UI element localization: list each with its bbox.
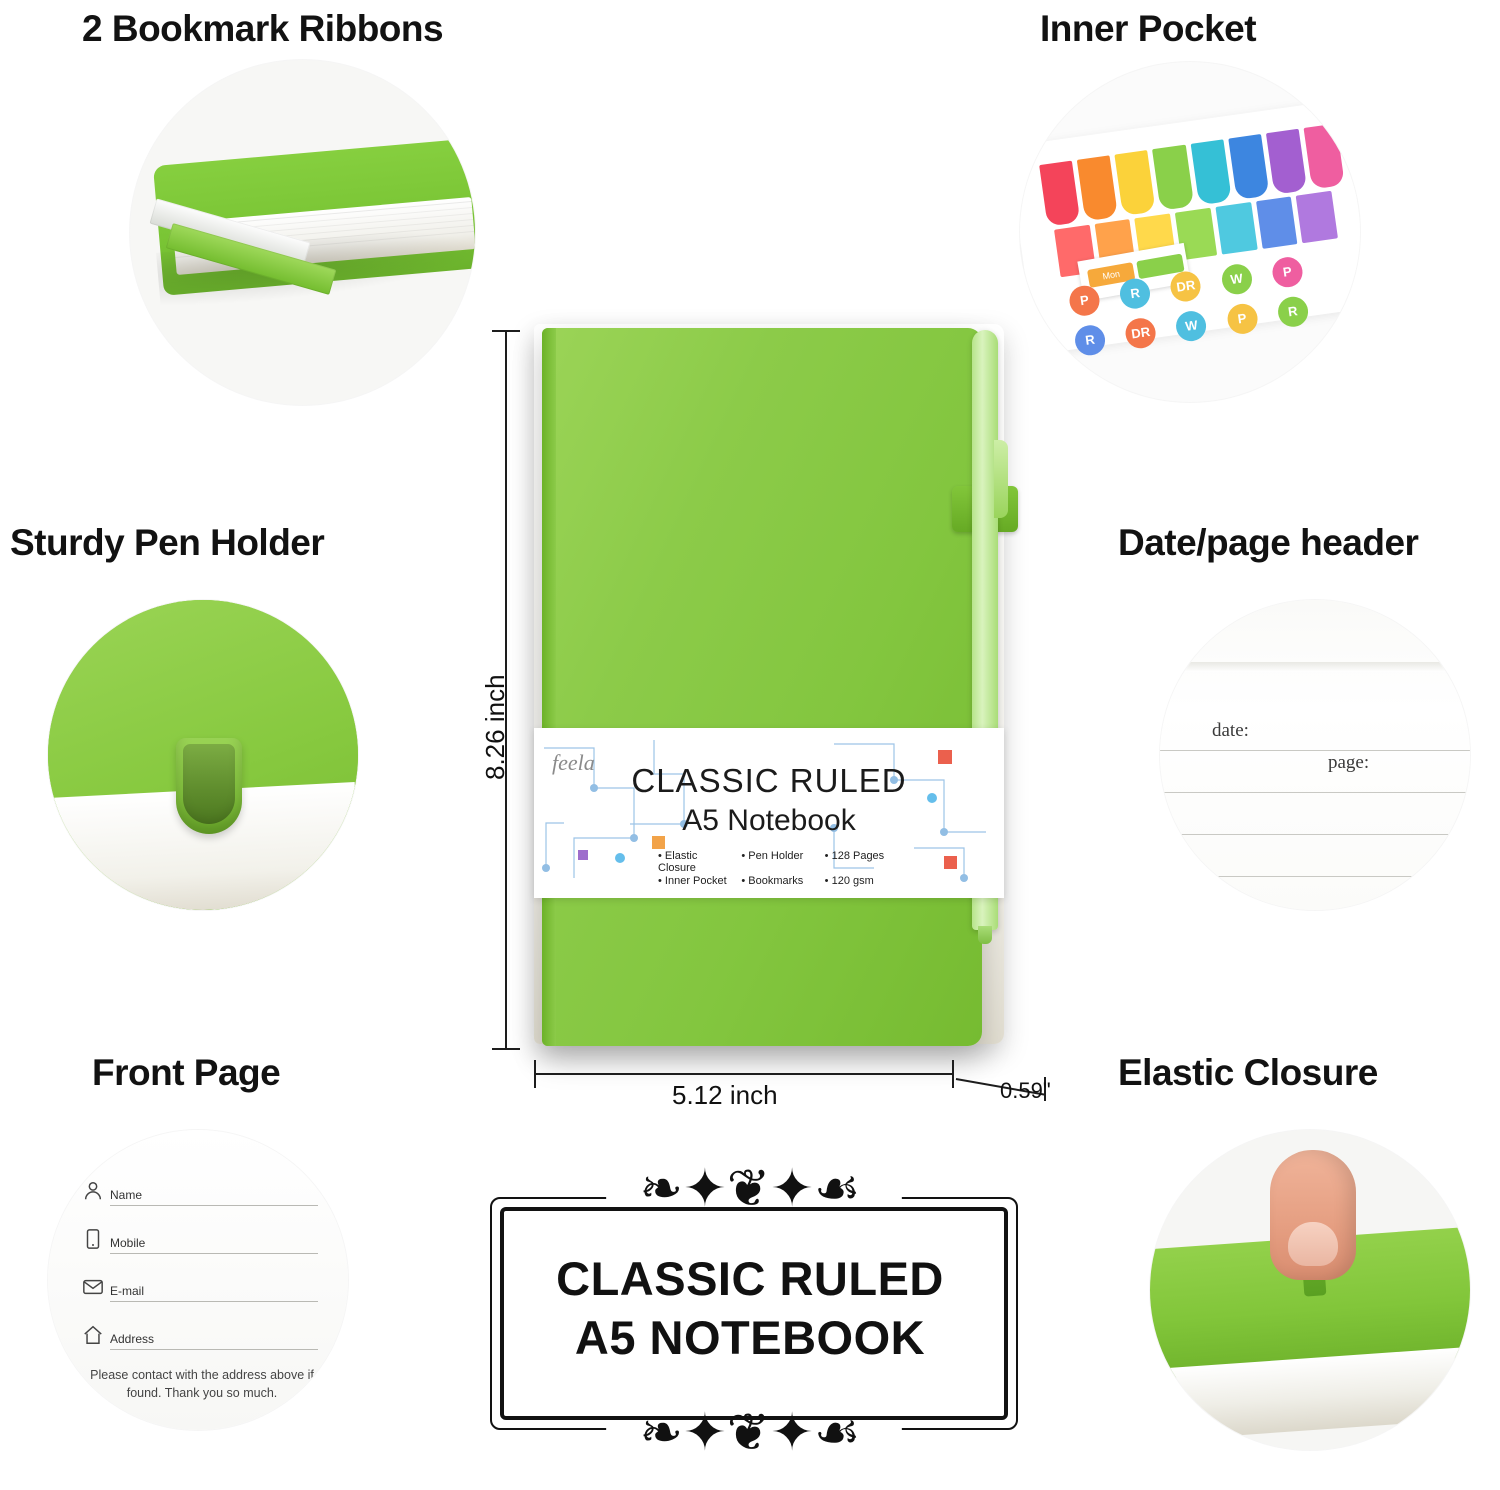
photo-date-page-header xyxy=(1160,600,1470,910)
photo-elastic-closure xyxy=(1150,1130,1470,1450)
round-sticker: R xyxy=(1073,323,1107,357)
photo-front-page xyxy=(48,1130,348,1430)
label-elastic-closure: Elastic Closure xyxy=(1118,1052,1378,1093)
rule-line xyxy=(1160,792,1470,793)
index-tab xyxy=(1228,134,1269,200)
round-sticker: P xyxy=(1225,302,1259,336)
ornament-top-icon: ❧✦❦✦☙ xyxy=(639,1160,861,1218)
sticker-strip xyxy=(1215,202,1257,255)
round-sticker: P xyxy=(1270,255,1304,289)
round-sticker: DR xyxy=(1169,270,1203,304)
label-inner-pocket: Inner Pocket xyxy=(1040,8,1257,49)
round-sticker: R xyxy=(1118,277,1152,311)
label-bookmark-ribbons: 2 Bookmark Ribbons xyxy=(82,8,444,49)
envelope-icon xyxy=(82,1276,104,1298)
rule-line xyxy=(1160,750,1470,751)
index-tab xyxy=(1152,145,1193,211)
product-title-line2: A5 Notebook xyxy=(682,804,856,837)
feature-item: • 120 gsm xyxy=(825,875,898,887)
notebook-cover xyxy=(542,328,982,1046)
rule-line xyxy=(1160,834,1470,835)
photo-pen-holder xyxy=(48,600,358,910)
index-tab xyxy=(1266,129,1307,195)
person-icon xyxy=(82,1180,104,1202)
photo-inner-pocket xyxy=(1020,62,1360,402)
day-chip: Mon xyxy=(1087,262,1135,288)
front-row-label: E-mail xyxy=(110,1284,145,1298)
write-line xyxy=(110,1301,318,1302)
front-row-email xyxy=(82,1274,312,1308)
round-sticker: DR xyxy=(1124,316,1158,350)
feature-item: • Bookmarks xyxy=(741,875,814,887)
banner-line2: A5 NOTEBOOK xyxy=(574,1311,926,1364)
feature-item: • 128 Pages xyxy=(825,850,898,874)
dim-cap-left xyxy=(534,1060,536,1088)
dim-thickness-text: 0.59" xyxy=(1000,1078,1051,1103)
feature-list xyxy=(658,850,898,887)
front-row-address xyxy=(82,1322,312,1356)
ornament-bottom-icon: ❧✦❦✦☙ xyxy=(639,1404,861,1462)
page-label: page: xyxy=(1328,752,1370,773)
write-line xyxy=(110,1205,318,1206)
dim-width-text: 5.12 inch xyxy=(672,1080,778,1110)
feature-item: • Inner Pocket xyxy=(658,875,731,887)
bottom-title-banner xyxy=(470,1155,1030,1462)
round-sticker: R xyxy=(1276,295,1310,329)
home-icon xyxy=(82,1324,104,1346)
front-row-label: Address xyxy=(110,1332,155,1346)
belly-band xyxy=(534,728,1004,898)
write-line xyxy=(110,1349,318,1350)
index-tab xyxy=(1190,139,1231,205)
phone-icon xyxy=(82,1228,104,1250)
front-page-footer-note: Please contact with the address above if found. Thank you so much. xyxy=(90,1367,314,1400)
feature-item: • Pen Holder xyxy=(741,850,814,874)
front-row-mobile xyxy=(82,1226,312,1260)
rule-line xyxy=(1160,876,1470,877)
date-label: date: xyxy=(1212,720,1249,741)
product-hero-notebook xyxy=(520,310,1020,1070)
brand-name: feela xyxy=(552,750,595,775)
label-date-page-header: Date/page header xyxy=(1118,522,1419,563)
feature-item: • Elastic Closure xyxy=(658,850,731,874)
photo-bookmark-ribbons xyxy=(130,60,475,405)
page-top-edge xyxy=(1160,662,1470,672)
dim-cap-top xyxy=(492,330,520,332)
label-pen-holder: Sturdy Pen Holder xyxy=(10,522,325,563)
front-row-name xyxy=(82,1178,312,1212)
dim-cap-bottom xyxy=(492,1048,520,1050)
notebook-spine xyxy=(542,328,556,1046)
product-title-line1: CLASSIC RULED xyxy=(631,762,907,799)
front-row-label: Mobile xyxy=(110,1236,146,1250)
banner-line1: CLASSIC RULED xyxy=(556,1252,944,1305)
dim-line-width xyxy=(534,1073,954,1075)
pen-tip xyxy=(978,926,992,944)
hand-finger xyxy=(1270,1150,1356,1280)
index-tab xyxy=(1077,155,1118,221)
pen-clip xyxy=(994,440,1008,518)
pen-holder-loop xyxy=(176,738,242,834)
index-tab xyxy=(1115,150,1156,216)
fingernail xyxy=(1288,1222,1338,1266)
dim-height-text: 8.26 inch xyxy=(480,674,510,780)
dim-cap-right xyxy=(952,1060,954,1088)
round-sticker: W xyxy=(1220,262,1254,296)
sticker-strip xyxy=(1256,196,1298,249)
front-row-label: Name xyxy=(110,1188,143,1202)
round-sticker: P xyxy=(1068,284,1102,318)
label-front-page: Front Page xyxy=(92,1052,281,1093)
sticker-strip xyxy=(1296,191,1338,244)
round-sticker: W xyxy=(1175,309,1209,343)
write-line xyxy=(110,1253,318,1254)
ruled-page xyxy=(1160,600,1470,910)
